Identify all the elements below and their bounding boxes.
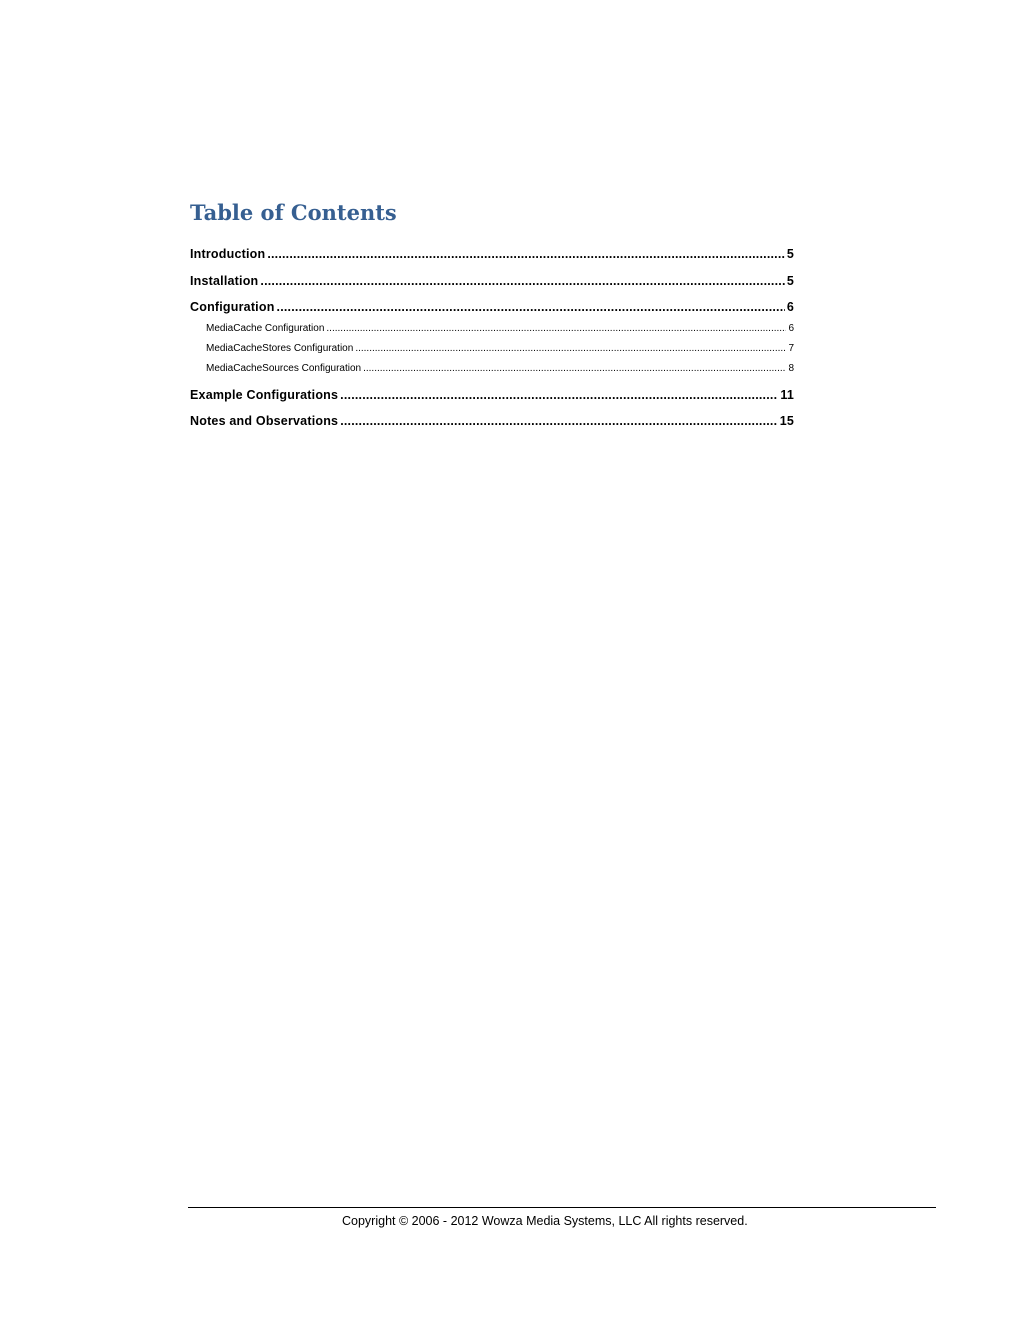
toc-entry-page: 5	[786, 247, 794, 261]
dot-leader	[340, 414, 778, 428]
toc-entry-page: 6	[786, 300, 794, 314]
dot-leader	[340, 388, 778, 402]
toc-entry-label: Example Configurations	[190, 388, 339, 402]
toc-entry-page: 7	[788, 343, 794, 354]
toc-entry-mediacachestores-configuration[interactable]	[206, 343, 794, 354]
toc-entry-page: 6	[788, 323, 794, 334]
toc-entry-page: 11	[780, 388, 794, 402]
toc-entry-installation[interactable]	[190, 274, 794, 288]
toc-entry-example-configurations[interactable]	[190, 388, 794, 402]
footer-divider	[188, 1207, 936, 1208]
toc-entry-mediacachesources-configuration[interactable]	[206, 363, 794, 374]
toc-entry-label: Configuration	[190, 300, 275, 314]
dot-leader	[267, 247, 785, 261]
toc-entry-label: Installation	[190, 274, 259, 288]
toc-entry-page: 8	[788, 363, 794, 374]
toc-entry-notes-and-observations[interactable]	[190, 414, 794, 428]
toc-title: Table of Contents	[190, 200, 397, 225]
toc-entry-label: MediaCacheSources Configuration	[206, 363, 362, 374]
toc-entry-introduction[interactable]	[190, 247, 794, 261]
toc-entry-label: MediaCacheStores Configuration	[206, 343, 354, 354]
toc-entry-configuration[interactable]	[190, 300, 794, 314]
dot-leader	[363, 363, 786, 374]
toc-entry-label: MediaCache Configuration	[206, 323, 325, 334]
toc-entry-mediacache-configuration[interactable]	[206, 323, 794, 334]
toc-entry-page: 15	[779, 414, 794, 428]
dot-leader	[260, 274, 784, 288]
footer-copyright: Copyright © 2006 - 2012 Wowza Media Systems, LLC All rights reserved.	[342, 1214, 748, 1228]
toc-entry-page: 5	[786, 274, 794, 288]
dot-leader	[355, 343, 786, 354]
dot-leader	[326, 323, 786, 334]
dot-leader	[277, 300, 785, 314]
toc-entry-label: Notes and Observations	[190, 414, 339, 428]
toc-entry-label: Introduction	[190, 247, 266, 261]
